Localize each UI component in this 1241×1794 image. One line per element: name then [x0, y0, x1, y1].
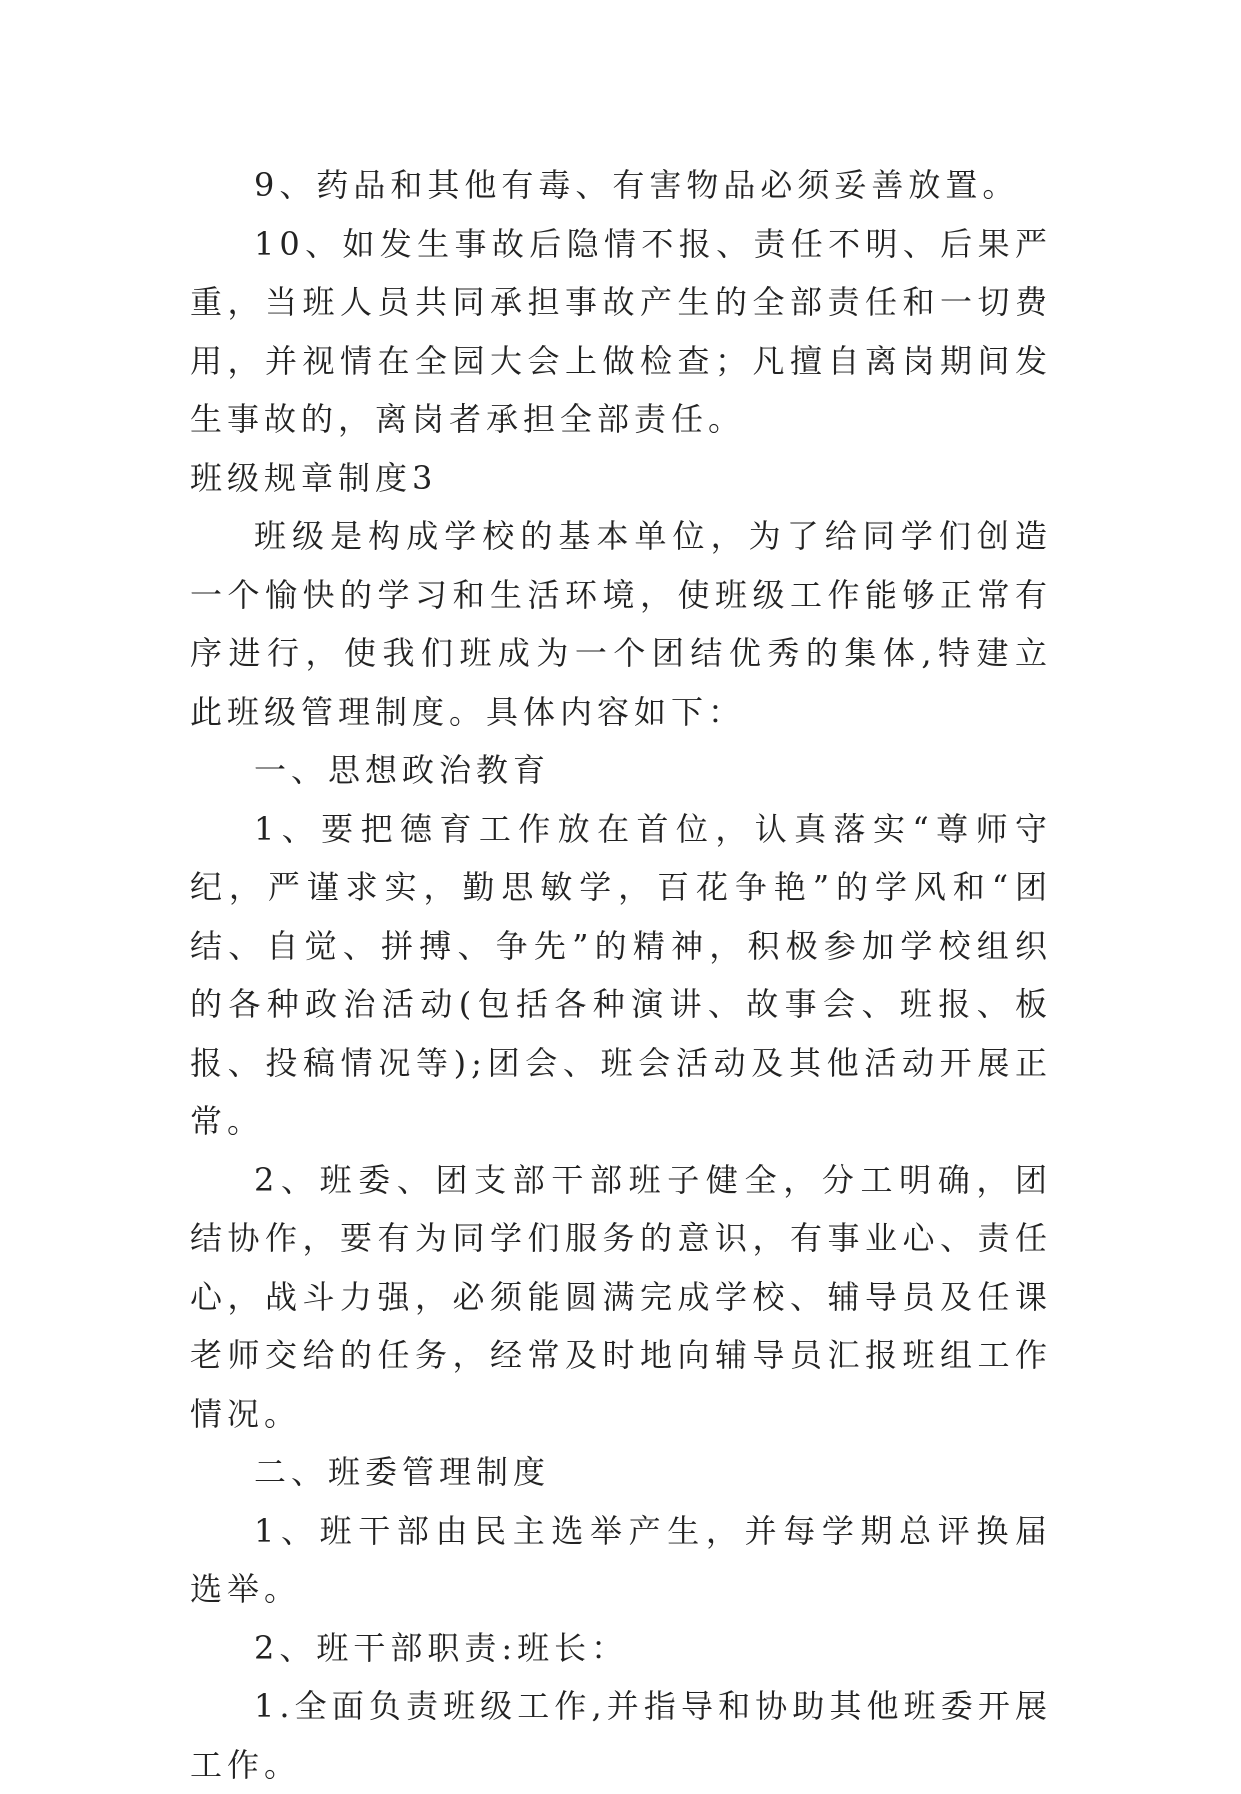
paragraph-item-9: 9、药品和其他有毒、有害物品必须妥善放置。: [254, 166, 1020, 204]
intro-paragraph: 班级是构成学校的基本单位，为了给同学们创造一个愉快的学习和生活环境，使班级工作能够正常有序进行，使我们班成为一个团结优秀的集体,特建立此班级管理制度。具体内容如下：: [190, 517, 1052, 731]
paragraph-duties: 2、班干部职责:班长：: [254, 1628, 629, 1667]
paragraph-election: 1、班干部由民主选举产生，并每学期总评换届选举。: [190, 1511, 1052, 1608]
document-body: [190, 156, 1052, 1794]
section-heading: 班级规章制度3: [190, 458, 438, 497]
paragraph-monitor-duty: 1.全面负责班级工作,并指导和协助其他班委开展工作。: [190, 1687, 1052, 1784]
paragraph-class-committee: 2、班委、团支部干部班子健全，分工明确，团结协作，要有为同学们服务的意识，有事业心、责任心，战斗力强，必须能圆满完成学校、辅导员及任课老师交给的任务，经常及时地向辅导员汇报班组工作情况。: [190, 1160, 1052, 1433]
subheading-committee-management: 二、班委管理制度: [254, 1453, 551, 1491]
paragraph-moral-education: 1、要把德育工作放在首位，认真落实“尊师守纪，严谨求实，勤思敏学，百花争艳”的学风和“团结、自觉、拼搏、争先”的精神，积极参加学校组织的各种政治活动(包括各种演讲、故事会、班报、板报、投稿情况等);团会、班会活动及其他活动开展正常。: [190, 809, 1052, 1140]
paragraph-item-10: 10、如发生事故后隐情不报、责任不明、后果严重，当班人员共同承担事故产生的全部责任和一切费用，并视情在全园大会上做检查；凡擅自离岗期间发生事故的，离岗者承担全部责任。: [190, 224, 1052, 438]
subheading-political-education: 一、思想政治教育: [254, 751, 551, 789]
